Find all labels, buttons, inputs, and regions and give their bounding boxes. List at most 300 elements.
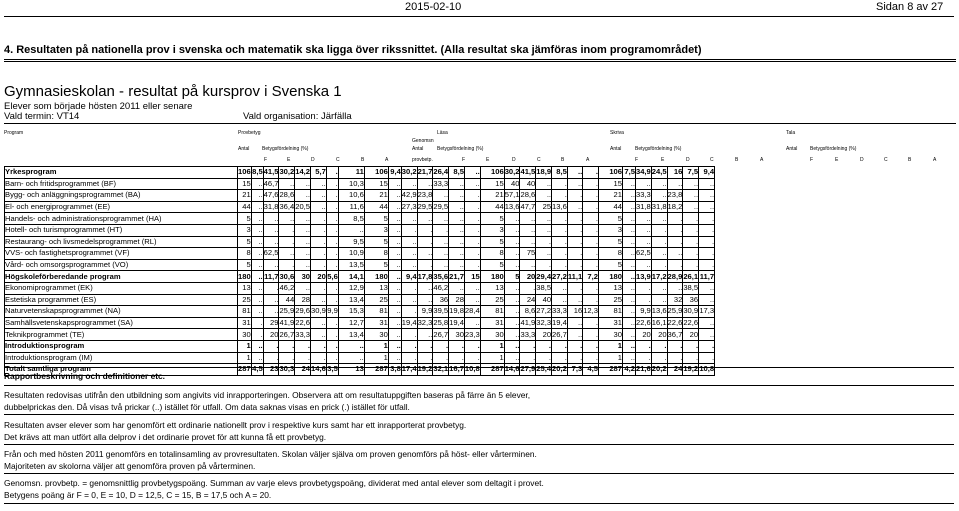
table-cell: .. (295, 282, 311, 294)
table-cell: .. (401, 259, 417, 271)
table-cell: . (401, 329, 417, 341)
table-cell: . (699, 236, 715, 248)
row-label: Introduktionsprogram (IM) (5, 352, 238, 364)
table-cell: 13,4 (338, 294, 364, 306)
table-cell: . (326, 167, 338, 179)
table-cell: . (567, 248, 582, 260)
table-cell: 8 (598, 248, 622, 260)
table-cell: 25 (238, 294, 252, 306)
row-label: Barn- och fritidsprogrammet (BF) (5, 178, 238, 190)
table-cell: 3,8 (390, 364, 401, 374)
table-cell: 31 (238, 317, 252, 329)
table-cell: 38,5 (536, 283, 552, 293)
table-cell: 33,3 (552, 306, 567, 316)
table-cell: .. (622, 236, 635, 248)
table-cell: .. (635, 259, 651, 271)
table-cell: 21 (364, 190, 388, 202)
table-cell: . (326, 190, 338, 202)
section-rule (4, 59, 956, 60)
table-cell: .. (311, 317, 327, 329)
table-cell: 47,6 (263, 190, 279, 200)
col-tala: Tala (786, 130, 796, 136)
table-cell: 21,6 (635, 364, 651, 374)
table-cell: .. (449, 201, 465, 213)
table-cell: 20,2 (552, 364, 567, 374)
table-cell: . (651, 352, 667, 364)
table-cell: 16,7 (449, 364, 464, 374)
table-cell: .. (552, 294, 568, 306)
table-cell: . (311, 213, 327, 225)
table-cell: . (667, 224, 683, 236)
table-cell: 9,9 (635, 306, 651, 318)
report-organisation: Vald organisation: Järfälla (243, 111, 352, 122)
table-row (5, 248, 715, 260)
table-cell: 28 (449, 294, 465, 306)
table-cell: .. (311, 178, 327, 190)
table-cell: 1 (598, 340, 622, 352)
table-cell: .. (536, 248, 552, 260)
table-cell: .. (449, 248, 465, 260)
table-cell: . (326, 201, 338, 213)
table-cell: . (279, 259, 295, 271)
table-cell: . (326, 213, 338, 225)
table-cell: . (536, 236, 552, 248)
table-cell: 287 (364, 364, 388, 376)
table-cell: 9,9 (417, 306, 433, 318)
table-cell: . (311, 236, 327, 248)
table-cell: .. (651, 248, 667, 260)
table-cell: .. (520, 236, 536, 248)
table-cell: 31,8 (263, 202, 279, 212)
table-cell: 22,6 (635, 318, 651, 328)
grade-c: C (537, 157, 541, 163)
table-cell: 13,6 (552, 202, 567, 212)
table-cell: 46,2 (433, 283, 449, 293)
table-cell: .. (699, 190, 715, 202)
table-cell: .. (699, 282, 715, 294)
table-cell: . (651, 236, 667, 248)
table-cell: 23 (263, 364, 279, 376)
table-row (5, 317, 715, 329)
table-cell: 33,3 (635, 190, 651, 200)
note-text: Det krävs att man utfört alla delprov i det ordinarie provet för att kunna få ett provbetyg. (4, 432, 327, 442)
table-cell: .. (251, 201, 263, 213)
table-cell: .. (449, 178, 465, 190)
table-row (5, 213, 715, 225)
table-cell: . (683, 224, 699, 236)
table-cell: .. (251, 224, 263, 236)
table-cell: .. (536, 190, 552, 202)
table-cell: 12,9 (338, 282, 364, 294)
table-cell: .. (449, 282, 465, 294)
table-cell: 13,6 (504, 202, 520, 212)
table-cell: 41,9 (279, 318, 295, 328)
table-cell: .. (567, 329, 582, 341)
table-cell: 19,4 (552, 318, 567, 328)
table-cell: .. (388, 190, 401, 202)
header-rule (4, 16, 954, 17)
table-row (5, 352, 715, 364)
table-cell: 3 (364, 224, 388, 236)
table-cell: .. (338, 352, 364, 364)
table-cell: 29 (263, 317, 279, 329)
table-cell: .. (433, 236, 449, 248)
results-table (4, 166, 715, 376)
table-cell: 23,8 (417, 190, 433, 200)
table-cell: 24 (667, 364, 683, 376)
table-cell: . (567, 259, 582, 271)
table-cell: .. (536, 178, 552, 190)
table-cell: 30 (238, 329, 252, 341)
table-cell: 9,5 (338, 236, 364, 248)
table-row (5, 236, 715, 248)
table-cell: . (464, 201, 480, 213)
table-cell: . (464, 352, 480, 364)
table-cell: 28,4 (464, 306, 480, 316)
table-cell: .. (251, 178, 263, 190)
table-cell: 8 (238, 248, 252, 260)
table-cell: . (326, 178, 338, 190)
table-cell: . (464, 248, 480, 260)
table-cell: .. (338, 340, 364, 352)
table-cell: .. (251, 259, 263, 271)
table-cell: .. (622, 271, 635, 283)
table-cell: .. (311, 190, 327, 202)
table-cell: . (263, 352, 279, 364)
table-cell: . (311, 282, 327, 294)
table-cell: .. (449, 236, 465, 248)
table-cell: 25 (536, 201, 552, 213)
table-cell: 39,5 (433, 306, 449, 316)
table-cell: . (699, 340, 715, 352)
grade-d: D (860, 157, 864, 163)
grade-f: F (635, 157, 639, 163)
table-cell: . (552, 352, 568, 364)
table-row (5, 224, 715, 236)
table-cell: .. (449, 259, 465, 271)
table-cell: 7,5 (683, 167, 699, 179)
table-cell: . (552, 248, 568, 260)
table-cell: . (251, 317, 263, 329)
table-cell: .. (388, 224, 401, 236)
table-cell: . (552, 340, 568, 352)
table-cell: 180 (480, 271, 504, 283)
row-label: Vård- och omsorgsprogrammet (VO) (5, 259, 238, 271)
col-antal-lasa: Antal (412, 146, 424, 152)
table-cell: . (417, 352, 433, 364)
table-cell: 20 (263, 329, 279, 341)
table-cell: .. (622, 201, 635, 213)
table-cell: 11,7 (699, 271, 715, 281)
table-cell: 28,6 (520, 190, 536, 200)
table-cell: . (567, 190, 582, 202)
table-cell: 4,2 (624, 364, 635, 374)
table-cell: .. (279, 178, 295, 190)
row-label: Estetiska programmet (ES) (5, 294, 238, 306)
table-cell: 20 (520, 271, 536, 283)
table-cell: . (279, 224, 295, 236)
grade-d: D (512, 157, 516, 163)
col-antal-prov: Antal (238, 146, 250, 152)
table-row (5, 178, 715, 190)
table-cell: . (417, 236, 433, 248)
table-cell: .. (520, 259, 536, 271)
table-cell: . (433, 340, 449, 352)
table-cell: . (401, 224, 417, 236)
row-label: Restaurang- och livsmedelsprogrammet (RL) (5, 236, 238, 248)
table-cell: . (326, 259, 338, 271)
table-cell: 25 (480, 294, 504, 306)
table-cell: .. (504, 352, 520, 364)
table-cell: . (635, 294, 651, 306)
table-cell: 24 (520, 294, 536, 306)
table-cell: .. (311, 201, 327, 213)
table-cell: 106 (480, 167, 504, 179)
table-cell: 17,2 (651, 271, 667, 281)
notes-rule (4, 444, 954, 445)
table-cell: 106 (364, 167, 388, 179)
table-cell: . (699, 213, 715, 225)
table-cell: .. (388, 352, 401, 364)
table-cell: 25,9 (667, 306, 683, 316)
table-cell: 20 (311, 271, 327, 283)
table-cell: .. (388, 317, 401, 329)
table-cell: . (583, 178, 599, 190)
table-cell: .. (504, 236, 520, 248)
row-label: Teknikprogrammet (TE) (5, 329, 238, 341)
table-cell: 5 (598, 213, 622, 225)
table-cell: . (520, 340, 536, 352)
table-cell: .. (338, 224, 364, 236)
row-label: Bygg- och anläggningsprogrammet (BA) (5, 190, 238, 202)
table-cell: .. (388, 213, 401, 225)
table-cell: 3 (238, 224, 252, 236)
notes-heading-rule (4, 385, 954, 386)
table-cell: 16 (667, 167, 683, 179)
table-cell: 41,5 (520, 167, 536, 177)
table-cell: 10,8 (699, 364, 715, 374)
table-cell: 44 (598, 201, 622, 213)
table-cell: 5 (238, 259, 252, 271)
table-row (5, 294, 715, 306)
table-cell: .. (622, 190, 635, 202)
col-fordelning-skriva: Betygsfördelning (%) (635, 146, 682, 152)
table-cell: 13 (338, 364, 364, 376)
row-label: El- och energiprogrammet (EE) (5, 201, 238, 213)
table-cell: . (536, 340, 552, 352)
table-cell: . (651, 340, 667, 352)
grade-b: B (908, 157, 912, 163)
table-cell: 36,4 (279, 202, 295, 212)
table-cell: .. (622, 294, 635, 306)
table-cell: . (635, 340, 651, 352)
grade-a: A (933, 157, 937, 163)
table-cell: 32,3 (536, 318, 552, 328)
table-cell: 33,3 (520, 329, 536, 339)
table-cell: 20,2 (651, 364, 667, 374)
table-cell: 7,3 (567, 364, 582, 376)
table-cell: .. (635, 178, 651, 190)
table-cell: .. (504, 306, 520, 318)
table-row (5, 340, 715, 352)
table-cell: 26,7 (433, 329, 449, 339)
table-cell: .. (388, 271, 401, 283)
table-cell: .. (417, 294, 433, 306)
table-cell: 19,2 (417, 364, 433, 374)
table-cell: 21 (598, 190, 622, 202)
table-cell: 28 (295, 294, 311, 306)
table-cell: . (326, 352, 338, 364)
table-cell: 28,9 (667, 271, 683, 281)
table-cell: .. (635, 236, 651, 248)
table-cell: 11,6 (338, 201, 364, 213)
table-cell: . (464, 213, 480, 225)
table-cell: .. (251, 340, 263, 352)
table-cell: .. (536, 224, 552, 236)
table-cell: . (311, 340, 327, 352)
table-cell: 30 (480, 329, 504, 341)
table-cell: 18,9 (536, 167, 552, 177)
table-cell: 30,9 (683, 306, 699, 316)
table-cell: . (583, 340, 599, 352)
table-cell: 287 (598, 364, 622, 376)
table-cell: .. (699, 294, 715, 306)
table-cell: . (567, 224, 582, 236)
table-cell: 17,4 (401, 364, 417, 374)
grade-c: C (710, 157, 714, 163)
table-cell: 62,5 (635, 248, 651, 258)
table-cell: . (667, 213, 683, 225)
table-cell: . (552, 178, 568, 190)
col-antal-tala: Antal (786, 146, 798, 152)
grade-a: A (385, 157, 389, 163)
table-cell: . (667, 236, 683, 248)
table-cell: 12,3 (583, 306, 598, 316)
table-cell: .. (635, 224, 651, 236)
table-cell: . (651, 259, 667, 271)
table-cell: 30 (364, 329, 388, 341)
table-cell: .. (417, 329, 433, 341)
notes-heading: Rapportbeskrivning och definitioner etc. (4, 371, 166, 381)
table-cell: .. (311, 294, 327, 306)
table-cell: 42,9 (401, 190, 417, 200)
table-cell: 30,6 (279, 271, 295, 281)
table-cell: 8,5 (552, 167, 568, 179)
table-cell: .. (622, 340, 635, 352)
grade-f: F (810, 157, 814, 163)
table-cell: 22,6 (667, 318, 683, 328)
table-cell: . (683, 259, 699, 271)
grade-f: F (462, 157, 466, 163)
table-cell: 1 (238, 352, 252, 364)
table-cell: 9,4 (401, 271, 417, 283)
table-cell: 29,5 (417, 202, 433, 212)
table-cell: .. (699, 178, 715, 190)
table-cell: 36 (433, 294, 449, 306)
table-cell: 30,2 (279, 167, 295, 177)
table-cell: 20 (683, 329, 699, 341)
table-cell: . (279, 236, 295, 248)
table-cell: .. (667, 178, 683, 190)
table-cell: 8,5 (449, 167, 465, 179)
table-cell: 23,8 (667, 190, 683, 200)
table-cell: .. (251, 190, 263, 202)
table-cell: 19,2 (683, 364, 699, 374)
table-cell: .. (683, 178, 699, 190)
table-cell: 22,6 (683, 318, 699, 328)
table-cell: . (326, 294, 338, 306)
table-cell: . (583, 190, 599, 202)
table-cell: 35,6 (433, 271, 449, 281)
table-cell: .. (295, 236, 311, 248)
table-cell: 27,3 (401, 202, 417, 212)
table-cell: . (683, 248, 699, 260)
grade-e: E (661, 157, 665, 163)
table-cell: 5 (598, 259, 622, 271)
table-cell: 25,8 (433, 318, 449, 328)
table-cell: 14,1 (338, 271, 364, 283)
table-cell: .. (449, 224, 465, 236)
table-cell: . (449, 352, 465, 364)
table-cell: 13 (480, 282, 504, 294)
table-cell: 18,2 (667, 202, 683, 212)
table-cell: .. (388, 282, 401, 294)
table-cell: .. (520, 213, 536, 225)
table-cell: 75 (520, 248, 536, 260)
report-term: Vald termin: VT14 (4, 111, 80, 122)
table-cell: . (552, 224, 568, 236)
table-cell: 47,7 (520, 202, 536, 212)
table-cell: 8,5 (338, 213, 364, 225)
table-cell: 33,3 (433, 178, 449, 188)
table-cell: . (464, 224, 480, 236)
grade-c: C (336, 157, 340, 163)
table-cell: 8 (364, 248, 388, 260)
table-cell: . (311, 248, 327, 260)
table-cell: 3 (480, 224, 504, 236)
table-cell: 180 (238, 271, 251, 281)
table-cell: . (536, 259, 552, 271)
table-cell: 30,9 (311, 306, 326, 316)
table-cell: 57,1 (504, 190, 520, 200)
table-cell: .. (622, 248, 635, 260)
row-label: Naturvetenskapsprogrammet (NA) (5, 306, 238, 318)
table-cell: 30 (449, 329, 465, 341)
table-cell: .. (504, 259, 520, 271)
table-cell: 10,8 (464, 364, 480, 374)
table-cell: . (433, 352, 449, 364)
table-cell: .. (667, 282, 683, 294)
table-cell: .. (295, 213, 311, 225)
table-cell: . (567, 236, 582, 248)
row-label: Ekonomiprogrammet (EK) (5, 282, 238, 294)
table-cell: 40 (520, 178, 536, 190)
table-cell: .. (449, 190, 465, 202)
table-cell: 4,5 (583, 364, 599, 376)
table-cell: .. (417, 178, 433, 190)
table-cell: 1 (238, 340, 252, 352)
table-cell: .. (295, 224, 311, 236)
table-cell: .. (388, 329, 401, 341)
table-cell: .. (504, 294, 520, 306)
table-cell: 15 (238, 178, 252, 190)
table-cell: 19,4 (401, 318, 417, 328)
table-cell: 25 (598, 294, 622, 306)
table-row (5, 329, 715, 341)
row-label: VVS- och fastighetsprogrammet (VF) (5, 248, 238, 260)
table-cell: 21 (238, 190, 252, 202)
table-cell: .. (295, 248, 311, 260)
